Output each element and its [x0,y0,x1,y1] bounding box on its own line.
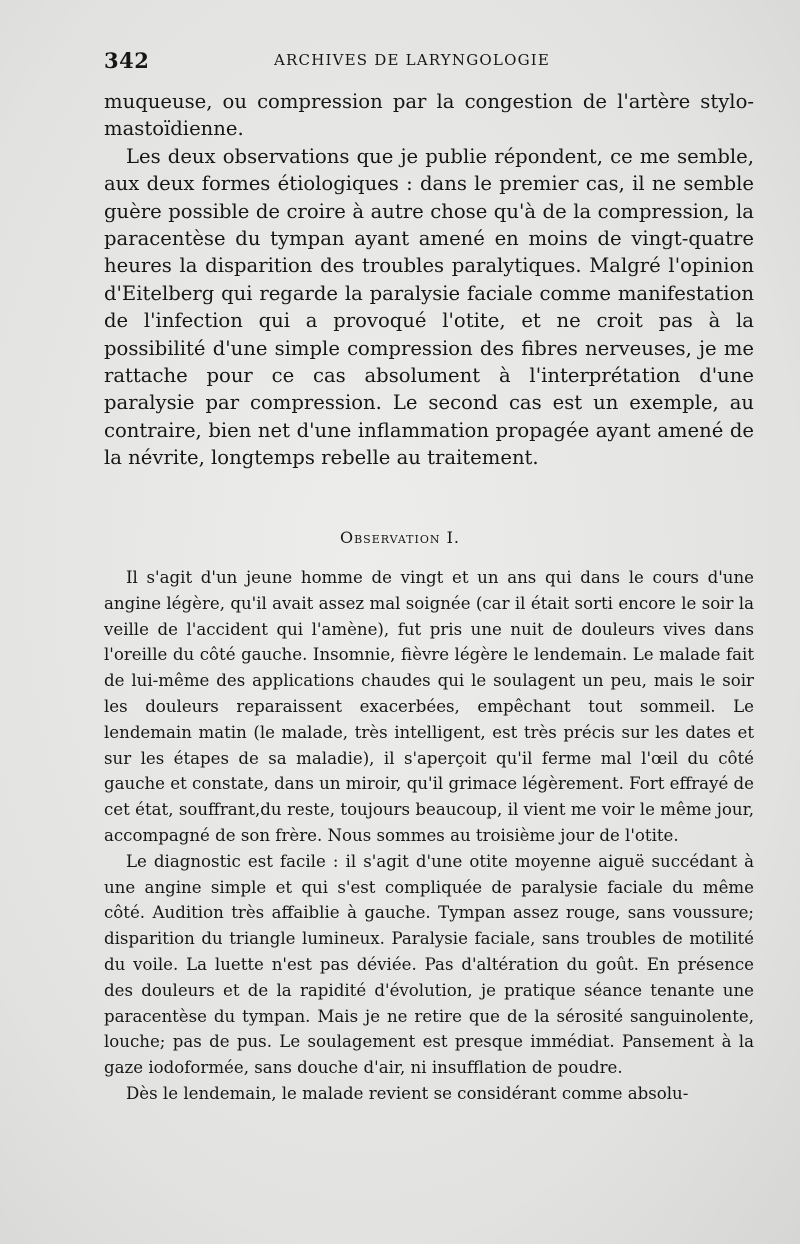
paragraph: Le diagnostic est facile : il s'agit d'une otite moyenne aiguë succédant à une angine simple et qui s'est compliquée de paralysie faciale du même côté. Audition très affaiblie à gauche. Tympan assez rouge, sans voussure; disparition du triangle lumineux. Paralysie faciale, sans troubles de motilité du voile. La luette n'est pas déviée. Pas d'altération du goût. En présence des douleurs et de la rapidité d'évolution, je pratique séance tenante une paracentèse du tympan. Mais je ne retire que de la sérosité sanguinolente, louche; pas de pus. Le soulagement est presque immédiat. Pansement à la gaze iodoformée, sans douche d'air, ni insufflation de poudre. [104,851,754,1078]
observation-text [104,565,754,1107]
main-text [104,88,754,472]
paragraph: Il s'agit d'un jeune homme de vingt et un ans qui dans le cours d'une angine légère, qu'il avait assez mal soignée (car il était sorti encore le soir la veille de l'accident qui l'amène), fut pris une nuit de douleurs vives dans l'oreille du côté gauche. Insomnie, fièvre légère le lendemain. Le malade fait de lui-même des applications chaudes qui le soulagent un peu, mais le soir les douleurs reparaissent exacerbées, empêchant tout sommeil. Le lendemain matin (le malade, très intelligent, est très précis sur les dates et sur les étapes de sa maladie), il s'aperçoit qu'il ferme mal l'œil du côté gauche et constate, dans un miroir, qu'il grimace légèrement. Fort effrayé de cet état, souffrant,du reste, toujours beaucoup, il vient me voir le même jour, accompagné de son frère. Nous sommes au troisième jour de l'otite. [104,568,754,845]
observation-heading: Observation I. [339,528,460,547]
paragraph: muqueuse, ou compression par la congestion de l'artère stylo-mastoïdienne. [104,90,754,141]
running-head: ARCHIVES DE LARYNGOLOGIE [274,51,551,69]
paragraph: Les deux observations que je publie répondent, ce me semble, aux deux formes étiologiques : dans le premier cas, il ne semble guère possible de croire à autre chose qu'à de la compression, la paracentèse du tympan ayant amené en moins de vingt-quatre heures la disparition des troubles paralytiques. Malgré l'opinion d'Eitelberg qui regarde la paralysie faciale comme manifestation de l'infection qui a provoqué l'otite, et ne croit pas à la possibilité d'une simple compression des fibres nerveuses, je me rattache pour ce cas absolument à l'interprétation d'une paralysie par compression. Le second cas est un exemple, au contraire, bien net d'une inflammation propagée ayant amené de la névrite, longtemps rebelle au traitement. [104,144,754,470]
observation-title [0,528,800,547]
paragraph: Dès le lendemain, le malade revient se considérant comme absolu- [126,1083,689,1103]
page-header [104,48,754,76]
page-number: 342 [104,48,150,73]
